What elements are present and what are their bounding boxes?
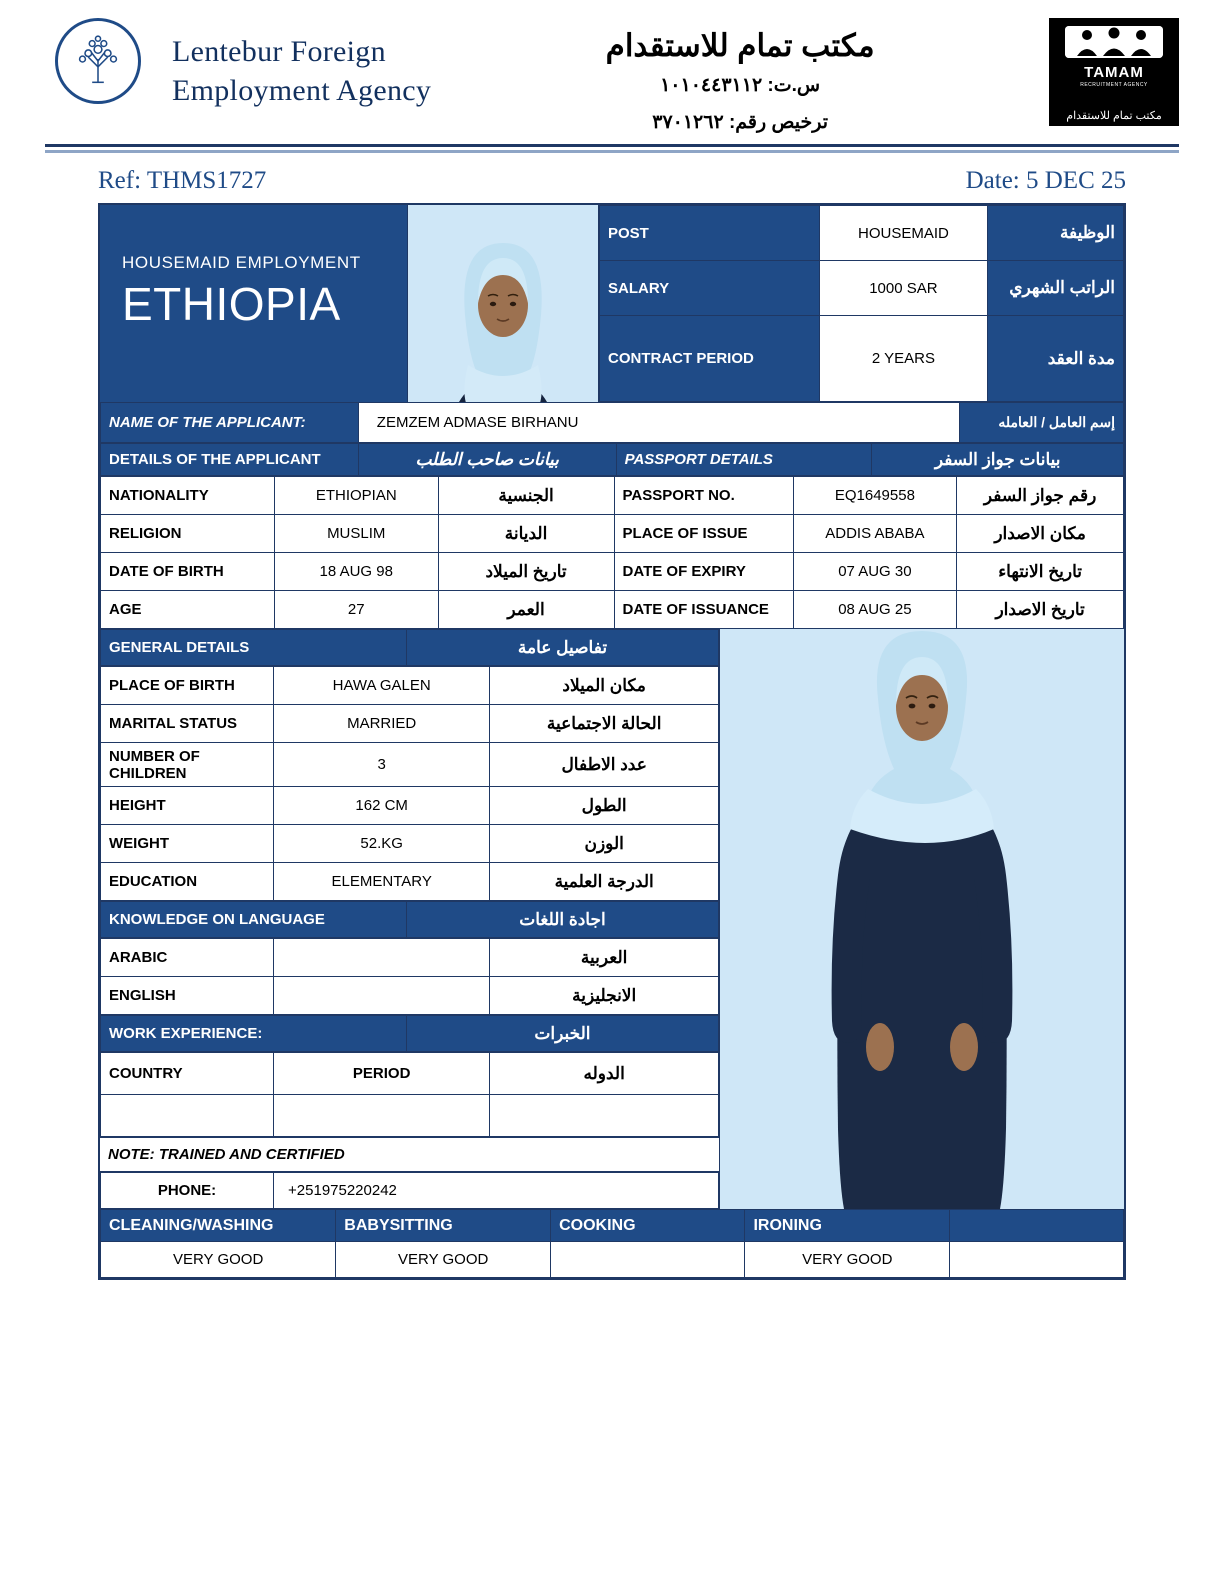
banner-country: ETHIOPIA xyxy=(122,278,341,330)
arabic-arabic: العربية xyxy=(490,939,719,977)
full-body-photo xyxy=(719,629,1124,1209)
work-experience-header: WORK EXPERIENCE: xyxy=(101,1016,407,1052)
english-value xyxy=(274,977,490,1015)
place-of-issue-value: ADDIS ABABA xyxy=(793,515,957,553)
skill-header-extra xyxy=(950,1210,1124,1242)
number-of-children-arabic: عدد الاطفال xyxy=(490,743,719,787)
table-row xyxy=(101,591,1124,629)
stamp-subtitle: RECRUITMENT AGENCY xyxy=(1080,82,1148,88)
reference-number: Ref: THMS1727 xyxy=(98,167,267,194)
weight-value: 52.KG xyxy=(274,825,490,863)
table-row xyxy=(101,515,1124,553)
table-row xyxy=(101,863,719,901)
place-of-birth-arabic: مكان الميلاد xyxy=(490,667,719,705)
education-arabic: الدرجة العلمية xyxy=(490,863,719,901)
general-details-table xyxy=(100,629,719,666)
english-label: ENGLISH xyxy=(101,977,274,1015)
contract-period-value: 2 YEARS xyxy=(820,316,988,402)
salary-arabic: الراتب الشهري xyxy=(987,261,1123,316)
agency-arabic-title: مكتب تمام للاستقدام xyxy=(605,28,875,63)
education-value: ELEMENTARY xyxy=(274,863,490,901)
stamp-name: TAMAM xyxy=(1084,64,1144,81)
height-label: HEIGHT xyxy=(101,787,274,825)
skill-value-cooking xyxy=(551,1242,745,1278)
language-rows-table xyxy=(100,938,719,1015)
table-row xyxy=(101,977,719,1015)
table-row xyxy=(101,403,1124,443)
agency-name-line2: Employment Agency xyxy=(172,74,432,107)
applicant-name-arabic: إسم العامل / العامله xyxy=(960,403,1124,443)
table-row xyxy=(101,553,1124,591)
work-rows-table xyxy=(100,1052,719,1137)
skills-table xyxy=(100,1209,1124,1278)
weight-arabic: الوزن xyxy=(490,825,719,863)
religion-label: RELIGION xyxy=(101,515,275,553)
age-label: AGE xyxy=(101,591,275,629)
passport-no-arabic: رقم جواز السفر xyxy=(957,477,1124,515)
salary-value: 1000 SAR xyxy=(820,261,988,316)
header-divider xyxy=(45,144,1179,153)
education-label: EDUCATION xyxy=(101,863,274,901)
table-row xyxy=(101,1173,719,1209)
table-row xyxy=(101,1242,1124,1278)
work-period-value xyxy=(274,1095,490,1137)
place-of-issue-label: PLACE OF ISSUE xyxy=(614,515,793,553)
english-arabic: الانجليزية xyxy=(490,977,719,1015)
religion-value: MUSLIM xyxy=(274,515,438,553)
date-of-issuance-value: 08 AUG 25 xyxy=(793,591,957,629)
skill-header-cleaning: CLEANING/WASHING xyxy=(101,1210,336,1242)
table-row xyxy=(101,444,1124,476)
agency-logo xyxy=(45,18,150,138)
agency-name-line1: Lentebur Foreign xyxy=(172,35,386,68)
age-value: 27 xyxy=(274,591,438,629)
table-row xyxy=(600,261,1124,316)
document-date: Date: 5 DEC 25 xyxy=(965,167,1126,194)
work-country-arabic: الدوله xyxy=(490,1053,719,1095)
skill-header-cooking: COOKING xyxy=(551,1210,745,1242)
table-row xyxy=(101,1053,719,1095)
salary-label: SALARY xyxy=(600,261,820,316)
general-details-header-arabic: تفاصيل عامة xyxy=(406,630,718,666)
date-of-expiry-value: 07 AUG 30 xyxy=(793,553,957,591)
note-text: NOTE: TRAINED AND CERTIFIED xyxy=(100,1138,719,1172)
portrait-headshot-icon xyxy=(408,205,598,402)
arabic-label: ARABIC xyxy=(101,939,274,977)
contract-period-arabic: مدة العقد xyxy=(987,316,1123,402)
post-arabic: الوظيفة xyxy=(987,206,1123,261)
skill-header-ironing: IRONING xyxy=(745,1210,950,1242)
age-arabic: العمر xyxy=(438,591,614,629)
language-header-table xyxy=(100,901,719,938)
details-body-table xyxy=(100,476,1124,629)
applicant-name-table xyxy=(100,402,1124,443)
nationality-arabic: الجنسية xyxy=(438,477,614,515)
nationality-label: NATIONALITY xyxy=(101,477,275,515)
date-of-birth-value: 18 AUG 98 xyxy=(274,553,438,591)
banner-subtitle: HOUSEMAID EMPLOYMENT xyxy=(122,253,361,272)
marital-status-value: MARRIED xyxy=(274,705,490,743)
work-country-value xyxy=(101,1095,274,1137)
top-block xyxy=(100,205,1124,402)
height-value: 162 CM xyxy=(274,787,490,825)
number-of-children-value: 3 xyxy=(274,743,490,787)
skill-value-cleaning: VERY GOOD xyxy=(101,1242,336,1278)
table-row xyxy=(101,902,719,938)
general-rows-table xyxy=(100,666,719,901)
date-of-issuance-arabic: تاريخ الاصدار xyxy=(957,591,1124,629)
post-details-table xyxy=(599,205,1124,402)
work-country-header: COUNTRY xyxy=(101,1053,274,1095)
nationality-value: ETHIOPIAN xyxy=(274,477,438,515)
passport-no-value: EQ1649558 xyxy=(793,477,957,515)
marital-status-arabic: الحالة الاجتماعية xyxy=(490,705,719,743)
applicant-name-label: NAME OF THE APPLICANT: xyxy=(101,403,359,443)
skill-value-babysitting: VERY GOOD xyxy=(336,1242,551,1278)
skill-header-babysitting: BABYSITTING xyxy=(336,1210,551,1242)
phone-table xyxy=(100,1172,719,1209)
table-row xyxy=(101,939,719,977)
date-of-birth-arabic: تاريخ الميلاد xyxy=(438,553,614,591)
number-of-children-label: NUMBER OF CHILDREN xyxy=(101,743,274,787)
date-of-issuance-label: DATE OF ISSUANCE xyxy=(614,591,793,629)
table-row xyxy=(101,705,719,743)
note-table xyxy=(100,1137,719,1172)
place-of-birth-value: HAWA GALEN xyxy=(274,667,490,705)
lower-section xyxy=(100,629,1124,1209)
applicant-name-value: ZEMZEM ADMASE BIRHANU xyxy=(358,403,960,443)
place-of-issue-arabic: مكان الاصدار xyxy=(957,515,1124,553)
general-details-header: GENERAL DETAILS xyxy=(101,630,407,666)
table-row xyxy=(600,316,1124,402)
details-header-table xyxy=(100,443,1124,476)
table-row xyxy=(101,825,719,863)
details-left-header-arabic: بيانات صاحب الطلب xyxy=(358,444,616,476)
people-icon xyxy=(1065,26,1163,58)
table-row xyxy=(101,477,1124,515)
arabic-value xyxy=(274,939,490,977)
post-label: POST xyxy=(600,206,820,261)
meta-row xyxy=(98,167,1126,195)
marital-status-label: MARITAL STATUS xyxy=(101,705,274,743)
country-banner xyxy=(100,205,408,402)
weight-label: WEIGHT xyxy=(101,825,274,863)
date-of-birth-label: DATE OF BIRTH xyxy=(101,553,275,591)
table-row xyxy=(101,743,719,787)
general-details-column xyxy=(100,629,719,1209)
tree-icon xyxy=(67,30,129,92)
tamam-stamp xyxy=(1049,18,1179,126)
work-row-arabic xyxy=(490,1095,719,1137)
agency-license-number: ترخيص رقم: ٣٧٠١٢٦٢ xyxy=(652,111,828,133)
phone-label: PHONE: xyxy=(101,1173,274,1209)
date-of-expiry-arabic: تاريخ الانتهاء xyxy=(957,553,1124,591)
skill-value-extra xyxy=(950,1242,1124,1278)
table-row xyxy=(101,1095,719,1137)
table-row xyxy=(100,1138,719,1172)
agency-cr-number: س.ت: ١٠١٠٤٤٣١١٢ xyxy=(660,75,821,96)
table-row xyxy=(101,630,719,666)
document-header xyxy=(0,0,1224,140)
language-header-arabic: اجادة اللغات xyxy=(406,902,718,938)
agency-name xyxy=(172,10,431,110)
table-row xyxy=(101,1210,1124,1242)
details-left-header: DETAILS OF THE APPLICANT xyxy=(101,444,359,476)
table-row xyxy=(101,667,719,705)
work-experience-header-arabic: الخبرات xyxy=(406,1016,718,1052)
passport-photo xyxy=(408,205,599,402)
post-value: HOUSEMAID xyxy=(820,206,988,261)
skill-value-ironing: VERY GOOD xyxy=(745,1242,950,1278)
full-body-photo-icon xyxy=(720,629,1124,1209)
details-right-header-arabic: بيانات جواز السفر xyxy=(872,444,1124,476)
date-of-expiry-label: DATE OF EXPIRY xyxy=(614,553,793,591)
phone-value: +251975220242 xyxy=(274,1173,719,1209)
place-of-birth-label: PLACE OF BIRTH xyxy=(101,667,274,705)
table-row xyxy=(101,1016,719,1052)
work-header-table xyxy=(100,1015,719,1052)
passport-no-label: PASSPORT NO. xyxy=(614,477,793,515)
table-row xyxy=(600,206,1124,261)
work-period-header: PERIOD xyxy=(274,1053,490,1095)
details-right-header: PASSPORT DETAILS xyxy=(616,444,872,476)
language-header: KNOWLEDGE ON LANGUAGE xyxy=(101,902,407,938)
table-row xyxy=(101,787,719,825)
cv-table xyxy=(98,203,1126,1280)
stamp-arabic: مكتب تمام للاستقدام xyxy=(1066,110,1162,122)
height-arabic: الطول xyxy=(490,787,719,825)
religion-arabic: الديانة xyxy=(438,515,614,553)
agency-arabic-block xyxy=(431,10,1049,137)
contract-period-label: CONTRACT PERIOD xyxy=(600,316,820,402)
